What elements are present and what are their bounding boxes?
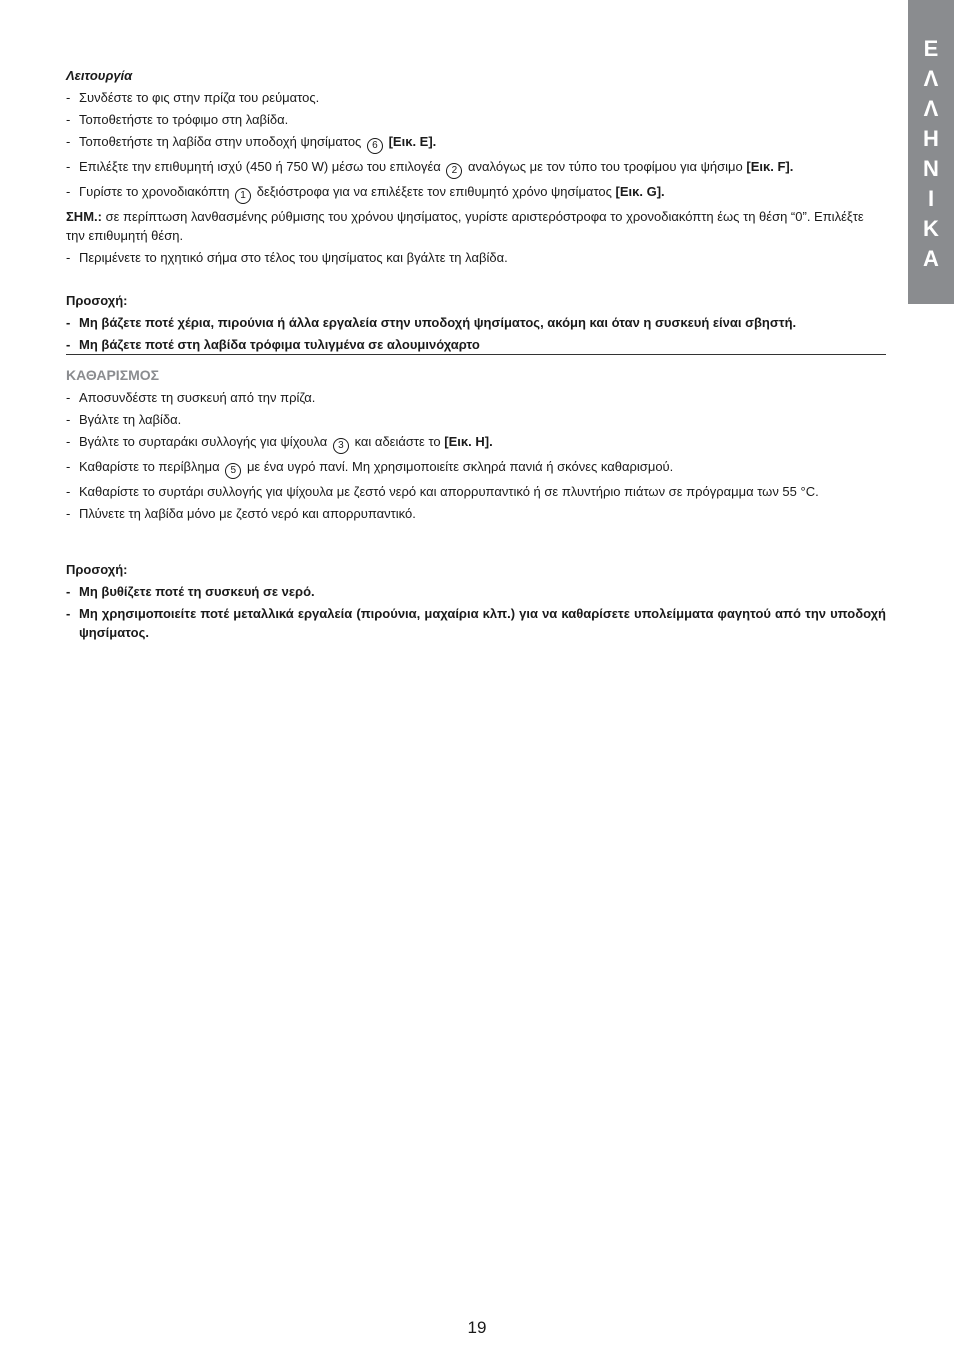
language-tab-letter: Ν — [923, 156, 939, 181]
figure-reference: [Εικ. F]. — [746, 159, 794, 174]
list-item: - Βγάλτε τη λαβίδα. — [66, 412, 182, 427]
list-item: - Συνδέστε το φις στην πρίζα του ρεύματος. — [66, 90, 320, 105]
cleaning-title: ΚΑΘΑΡΙΣΜΟΣ — [66, 367, 160, 383]
circled-number: 6 — [367, 138, 383, 154]
language-tab-letter: Λ — [923, 66, 939, 91]
operation-title: Λειτουργία — [66, 68, 133, 83]
list-item: - Καθαρίστε το περίβλημα 5 με ένα υγρό πανί. Μη χρησιμοποιείτε σκληρά πανιά ή σκόνες καθαρισμού. — [66, 457, 886, 479]
bullet-dash: - — [66, 584, 71, 599]
language-tab-letter: Η — [923, 126, 939, 151]
language-tab-letter: Κ — [923, 216, 939, 241]
bullet-dash: - — [66, 90, 71, 105]
bullet-dash: - — [66, 606, 71, 621]
language-tab-letter: Α — [923, 246, 939, 271]
bullet-dash: - — [66, 315, 71, 330]
bullet-dash: - — [66, 159, 71, 174]
note-label: ΣΗΜ.: — [66, 209, 102, 224]
list-item: - Τοποθετήστε το τρόφιμο στη λαβίδα. — [66, 112, 289, 127]
warning-item: - Μη βυθίζετε ποτέ τη συσκευή σε νερό. — [66, 584, 315, 599]
note-paragraph — [66, 207, 886, 245]
warning-item: - Μη χρησιμοποιείτε ποτέ μεταλλικά εργαλεία (πιρούνια, μαχαίρια κλπ.) για να καθαρίσετε υπολείμματα φαγητού από την υποδοχή ψησίματος. — [66, 606, 886, 640]
bullet-dash: - — [66, 250, 71, 265]
figure-reference: [Εικ. G]. — [615, 184, 665, 199]
bullet-dash: - — [66, 412, 71, 427]
warning-item: - Μη βάζετε ποτέ στη λαβίδα τρόφιμα τυλιγμένα σε αλουμινόχαρτο — [66, 337, 480, 352]
note-text: σε περίπτωση λανθασμένης ρύθμισης του χρόνου ψησίματος, γυρίστε αριστερόστροφα το χρονοδιακόπτη έως τη θέση “0”. Επιλέξτε την επιθυμητή θέση. — [66, 209, 864, 243]
warning-title: Προσοχή: — [66, 293, 128, 308]
circled-number: 2 — [446, 163, 462, 179]
page-number: 19 — [467, 1318, 487, 1337]
language-tab-letter: Ε — [923, 36, 939, 61]
bullet-dash: - — [66, 337, 71, 352]
circled-number: 5 — [225, 463, 241, 479]
circled-number: 3 — [333, 438, 349, 454]
list-item: - Επιλέξτε την επιθυμητή ισχύ (450 ή 750 W) μέσω του επιλογέα 2 αναλόγως με τον τύπο του τροφίμου για ψήσιμο [Εικ. F]. — [66, 157, 886, 179]
figure-reference: [Εικ. H]. — [444, 434, 493, 449]
list-item: - Καθαρίστε το συρτάρι συλλογής για ψίχουλα με ζεστό νερό και απορρυπαντικό ή σε πλυντήριο πιάτων σε πρόγραμμα των 55 °C. — [66, 484, 819, 499]
bullet-dash: - — [66, 506, 71, 521]
circled-number: 1 — [235, 188, 251, 204]
language-tab-letter: Ι — [927, 186, 935, 211]
list-item: - Περιμένετε το ηχητικό σήμα στο τέλος του ψησίματος και βγάλτε τη λαβίδα. — [66, 250, 508, 265]
warning-title: Προσοχή: — [66, 562, 128, 577]
language-tab — [908, 0, 954, 304]
bullet-dash: - — [66, 459, 71, 474]
list-item: - Τοποθετήστε τη λαβίδα στην υποδοχή ψησίματος 6 [Εικ. E]. — [66, 132, 886, 154]
bullet-dash: - — [66, 434, 71, 449]
warning-item: - Μη βάζετε ποτέ χέρια, πιρούνια ή άλλα εργαλεία στην υποδοχή ψησίματος, ακόμη και όταν η συσκευή είναι σβηστή. — [66, 315, 797, 330]
language-tab-letter: Λ — [923, 96, 939, 121]
list-item: - Βγάλτε το συρταράκι συλλογής για ψίχουλα 3 και αδειάστε το [Εικ. H]. — [66, 432, 886, 454]
figure-reference: [Εικ. E]. — [388, 134, 437, 149]
bullet-dash: - — [66, 390, 71, 405]
operation-section — [66, 66, 886, 357]
section-divider — [66, 354, 886, 355]
bullet-dash: - — [66, 184, 71, 199]
bullet-dash: - — [66, 484, 71, 499]
list-item: - Γυρίστε το χρονοδιακόπτη 1 δεξιόστροφα για να επιλέξετε τον επιθυμητό χρόνο ψησίματος [Εικ. G]. — [66, 182, 886, 204]
list-item: - Πλύνετε τη λαβίδα μόνο με ζεστό νερό και απορρυπαντικό. — [66, 506, 416, 521]
bullet-dash: - — [66, 112, 71, 127]
bullet-dash: - — [66, 134, 71, 149]
cleaning-section — [66, 388, 886, 645]
list-item: - Αποσυνδέστε τη συσκευή από την πρίζα. — [66, 390, 316, 405]
